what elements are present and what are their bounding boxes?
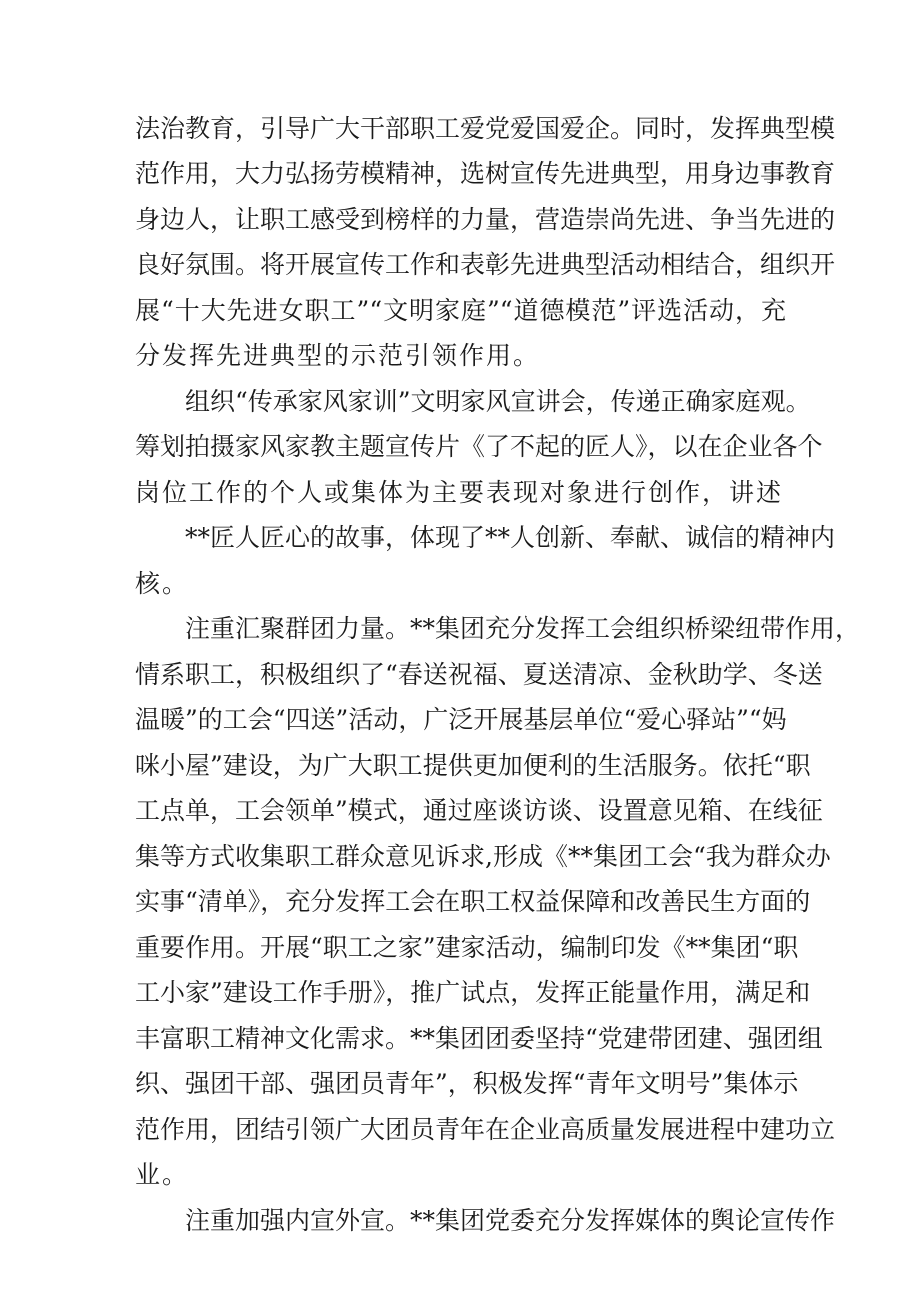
paragraph-4-line-4: 咪小屋”建设，为广大职工提供更加便利的生活服务。依托“职	[135, 751, 811, 780]
paragraph-3-line-1: **匠人匠心的故事，体现了**人创新、奉献、诚信的精神内	[185, 523, 836, 552]
paragraph-4-line-6: 集等方式收集职工群众意见诉求,形成《**集团工会“我为群众办	[135, 842, 831, 871]
paragraph-2-line-3: 岗位工作的个人或集体为主要表现对象进行创作，讲述	[135, 478, 784, 507]
paragraph-4-line-12: 范作用，团结引领广大团员青年在企业高质量发展进程中建功立	[135, 1115, 836, 1144]
paragraph-4-line-11: 织、强团干部、强团员青年”，积极发挥“青年文明号”集体示	[135, 1069, 799, 1098]
paragraph-2-line-2: 筹划拍摄家风家教主题宣传片《了不起的匠人》，以在企业各个	[135, 432, 823, 461]
paragraph-1-line-5: 展“十大先进女职工”“文明家庭”“道德模范”评选活动，充	[135, 296, 786, 325]
paragraph-1-line-2: 范作用，大力弘扬劳模精神，选树宣传先进典型，用身边事教育	[135, 159, 836, 188]
paragraph-4-line-1: 注重汇聚群团力量。**集团充分发挥工会组织桥梁纽带作用，	[185, 614, 861, 643]
paragraph-4-line-7: 实事“清单》，充分发挥工会在职工权益保障和改善民生方面的	[135, 887, 811, 916]
paragraph-4-line-3: 温暖”的工会“四送”活动，广泛开展基层单位“爱心驿站”“妈	[135, 705, 787, 734]
paragraph-4-line-8: 重要作用。开展“职工之家”建家活动，编制印发《**集团“职	[135, 933, 799, 962]
paragraph-4-line-13: 业。	[135, 1160, 190, 1189]
paragraph-1-line-3: 身边人，让职工感受到榜样的力量，营造崇尚先进、争当先进的	[135, 205, 836, 234]
paragraph-4-line-10: 丰富职工精神文化需求。**集团团委坚持“党建带团建、强团组	[135, 1024, 823, 1053]
paragraph-4-line-2: 情系职工，积极组织了“春送祝福、夏送清凉、金秋助学、冬送	[135, 660, 823, 689]
paragraph-4-line-9: 工小家”建设工作手册》，推广试点，发挥正能量作用，满足和	[135, 978, 811, 1007]
paragraph-1-line-1: 法治教育，引导广大干部职工爱党爱国爱企。同时，发挥典型模	[135, 114, 836, 143]
paragraph-2-line-1: 组织“传承家风家训”文明家风宣讲会，传递正确家庭观。	[185, 387, 811, 416]
paragraph-5-line-1: 注重加强内宣外宣。**集团党委充分发挥媒体的舆论宣传作	[185, 1206, 836, 1235]
paragraph-3-line-2: 核。	[135, 569, 190, 598]
paragraph-1-line-6: 分发挥先进典型的示范引领作用。	[135, 341, 541, 370]
paragraph-1-line-4: 良好氛围。将开展宣传工作和表彰先进典型活动相结合，组织开	[135, 250, 836, 279]
paragraph-4-line-5: 工点单，工会领单”模式，通过座谈访谈、设置意见箱、在线征	[135, 796, 823, 825]
